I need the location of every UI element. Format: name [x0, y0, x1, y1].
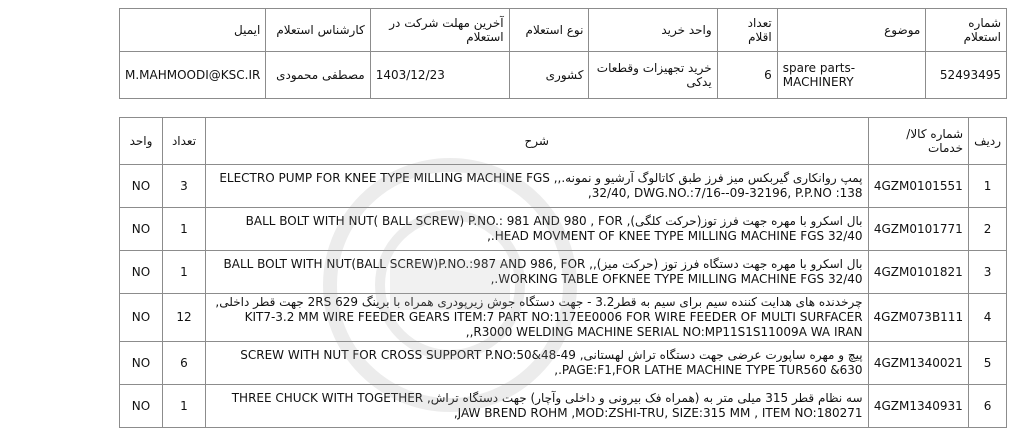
subject: spare parts-MACHINERY [777, 52, 926, 99]
row-number: 5 [969, 342, 1007, 385]
item-description: پیچ و مهره ساپورت عرضی جهت دستگاه تراش لهستانی, SCREW WITH NUT FOR CROSS SUPPORT P.NO:50&48-49 PAGE:F1,FOR LATHE MACHINE TYPE TUR560 &630., [206, 342, 869, 385]
header-row-no: ردیف [969, 118, 1007, 165]
header-tender-no: شماره استعلام [926, 9, 1007, 52]
header-email: ایمیل [120, 9, 266, 52]
expert-email[interactable]: M.MAHMOODI@KSC.IR [120, 52, 266, 99]
deadline: 1403/12/23 [370, 52, 509, 99]
summary-header-row [120, 9, 1007, 52]
header-subject: موضوع [777, 9, 926, 52]
table-row [120, 165, 1007, 208]
item-unit: NO [120, 165, 163, 208]
row-number: 2 [969, 208, 1007, 251]
header-description: شرح [206, 118, 869, 165]
header-item-code: شماره کالا/خدمات [868, 118, 969, 165]
item-quantity: 3 [163, 165, 206, 208]
item-quantity: 1 [163, 385, 206, 428]
item-description: بال اسکرو با مهره جهت فرز توز(حرکت کلگی), BALL BOLT WITH NUT( BALL SCREW) P.NO.: 981 AND 980 , FOR HEAD MOVMENT OF KNEE TYPE MILLING MACHINE FGS 32/40., [206, 208, 869, 251]
table-row [120, 251, 1007, 294]
item-description: بال اسکرو با مهره جهت دستگاه فرز توز (حرکت میز),, BALL BOLT WITH NUT(BALL SCREW)P.NO.:987 AND 986, FOR WORKING TABLE OFKNEE TYPE MILLING MACHINE FGS 32/40., [206, 251, 869, 294]
item-quantity: 1 [163, 251, 206, 294]
row-number: 1 [969, 165, 1007, 208]
items-table [119, 117, 1007, 428]
tender-summary-table [119, 8, 1007, 99]
item-count: 6 [717, 52, 777, 99]
header-purchase-unit: واحد خرید [589, 9, 717, 52]
items-header-row [120, 118, 1007, 165]
item-quantity: 6 [163, 342, 206, 385]
item-code: 4GZM0101821 [868, 251, 969, 294]
item-unit: NO [120, 294, 163, 342]
header-deadline: آخرین مهلت شرکت در استعلام [370, 9, 509, 52]
item-unit: NO [120, 208, 163, 251]
item-code: 4GZM0101551 [868, 165, 969, 208]
tender-no: 52493495 [926, 52, 1007, 99]
header-quantity: تعداد [163, 118, 206, 165]
purchase-unit: خرید تجهیزات وقطعات یدکی [589, 52, 717, 99]
item-description: چرخدنده های هدایت کننده سیم برای سیم به قطر3.2 - جهت دستگاه جوش زیرپودری همراه با برینگ 629 2RS جهت قطر داخلی, KIT7-3.2 MM WIRE FEEDER GEARS ITEM:7 PART NO:117EE0006 FOR WIRE FEEDER OF MULTI SURFACER R3000 WELDING MACHINE SERIAL NO:MP11S1S11009A WA IRAN,, [206, 294, 869, 342]
item-quantity: 12 [163, 294, 206, 342]
item-unit: NO [120, 342, 163, 385]
item-code: 4GZM0101771 [868, 208, 969, 251]
expert-name: مصطفی محمودی [266, 52, 370, 99]
row-number: 4 [969, 294, 1007, 342]
row-number: 6 [969, 385, 1007, 428]
inquiry-type: کشوری [509, 52, 589, 99]
item-unit: NO [120, 385, 163, 428]
item-code: 4GZM073B111 [868, 294, 969, 342]
table-row [120, 294, 1007, 342]
table-row [120, 342, 1007, 385]
item-unit: NO [120, 251, 163, 294]
item-code: 4GZM1340931 [868, 385, 969, 428]
header-expert: کارشناس استعلام [266, 9, 370, 52]
row-number: 3 [969, 251, 1007, 294]
item-description: سه نظام قطر 315 میلی متر به (همراه فک بیرونی و داخلی وآچار) جهت دستگاه تراش, THREE CHUCK WITH TOGETHER JAW BREND ROHM ,MOD:ZSHI-TRU, SIZE:315 MM , ITEM NO:180271, [206, 385, 869, 428]
item-code: 4GZM1340021 [868, 342, 969, 385]
header-inquiry-type: نوع استعلام [509, 9, 589, 52]
summary-row [120, 52, 1007, 99]
table-row [120, 385, 1007, 428]
header-item-count: تعداد اقلام [717, 9, 777, 52]
table-row [120, 208, 1007, 251]
header-unit: واحد [120, 118, 163, 165]
item-quantity: 1 [163, 208, 206, 251]
item-description: پمپ روانکاری گیربکس میز فرز طبق کاتالوگ آرشیو و نمونه.,, ELECTRO PUMP FOR KNEE TYPE MILLING MACHINE FGS 32/40, DWG.NO.:7/16--09-32196, P.P.NO :138, [206, 165, 869, 208]
